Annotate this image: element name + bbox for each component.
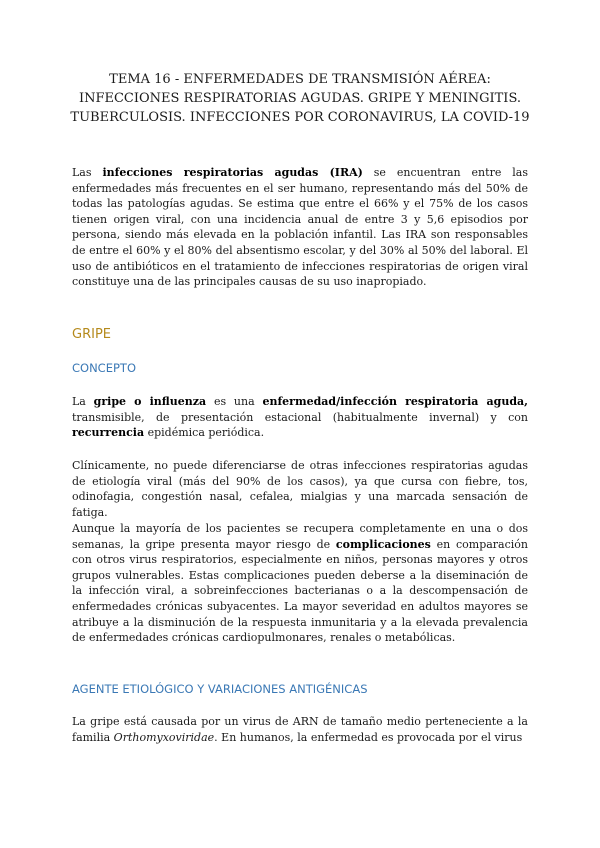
complicaciones-bold: complicaciones (335, 537, 431, 551)
heading-gripe: GRIPE (72, 327, 111, 342)
title-line-3: TUBERCULOSIS. INFECCIONES POR CORONAVIRUS, LA COVID-19 (70, 110, 530, 125)
heading-agente-etiologico: AGENTE ETIOLÓGICO Y VARIACIONES ANTIGÉNICAS (72, 682, 368, 696)
complicaciones-paragraph (72, 521, 528, 646)
heading-concepto: CONCEPTO (72, 361, 136, 375)
concepto-bold-recurrencia: recurrencia (72, 426, 145, 440)
intro-text-a: Las (72, 166, 103, 179)
title-line-1: TEMA 16 - ENFERMEDADES DE TRANSMISIÓN AÉREA: (109, 72, 491, 87)
concepto-bold-gripe: gripe o influenza (93, 395, 207, 408)
intro-bold-term: infecciones respiratorias agudas (IRA) (102, 166, 363, 179)
concepto-text-c: es una (206, 395, 263, 408)
concepto-text-e: transmisible, de presentación estacional (habitualmente invernal) y con (72, 410, 528, 424)
concepto-bold-enfermedad: enfermedad/infección respiratoria aguda, (262, 395, 528, 408)
intro-paragraph (72, 165, 528, 290)
intro-text-c: se encuentran entre las enfermedades más frecuentes en el ser humano, representando más del 50% de todas las patologías agudas. Se estima que entre el 66% y el 75% de los casos tienen origen viral, con una incidencia anual de entre 3 y 5,6 episodios por persona, siendo más elevada en la población infantil. Las IRA son responsables de entre el 60% y el 80% del absentismo escolar, y del 30% al 50% del laboral. El uso de antibióticos en el tratamiento de infecciones respiratorias de origen viral constituye una de las principales causas de su uso inapropiado. (72, 166, 528, 289)
concepto-text-a: La (72, 395, 94, 408)
agente-paragraph (72, 714, 528, 745)
concepto-paragraph (72, 394, 528, 441)
agente-italic-family: Orthomyxoviridae (113, 730, 215, 744)
agente-text-a: La gripe está causada por un virus de ARN de tamaño medio perteneciente a la familia (72, 715, 528, 744)
document-title (60, 70, 540, 127)
complicaciones-text-a: Aunque la mayoría de los pacientes se recupera completamente en una o dos semanas, la gripe presenta mayor riesgo de (72, 522, 528, 551)
clinica-paragraph: Clínicamente, no puede diferenciarse de otras infecciones respiratorias agudas de etiología viral (más del 90% de los casos), ya que cursa con fiebre, tos, odinofagia, congestión nasal, cefalea, mialgias y una marcada sensación de fatiga. (72, 459, 528, 519)
complicaciones-text-c: en comparación con otros virus respiratorios, especialmente en niños, personas mayores y otros grupos vulnerables. Estas complicaciones pueden deberse a la diseminación de la infección viral, a sobreinfecciones bacterianas o a la descompensación de enfermedades crónicas subyacentes. La mayor severidad en adultos mayores se atribuye a la disminución de la respuesta inmunitaria y a la elevada prevalencia de enfermedades crónicas cardiopulmonares, renales o metabólicas. (72, 537, 528, 645)
concepto-text-g: epidémica periódica. (144, 426, 265, 440)
title-line-2: INFECCIONES RESPIRATORIAS AGUDAS. GRIPE Y MENINGITIS. (78, 91, 522, 106)
agente-text-c: . En humanos, la enfermedad es provocada por el virus (214, 730, 523, 744)
